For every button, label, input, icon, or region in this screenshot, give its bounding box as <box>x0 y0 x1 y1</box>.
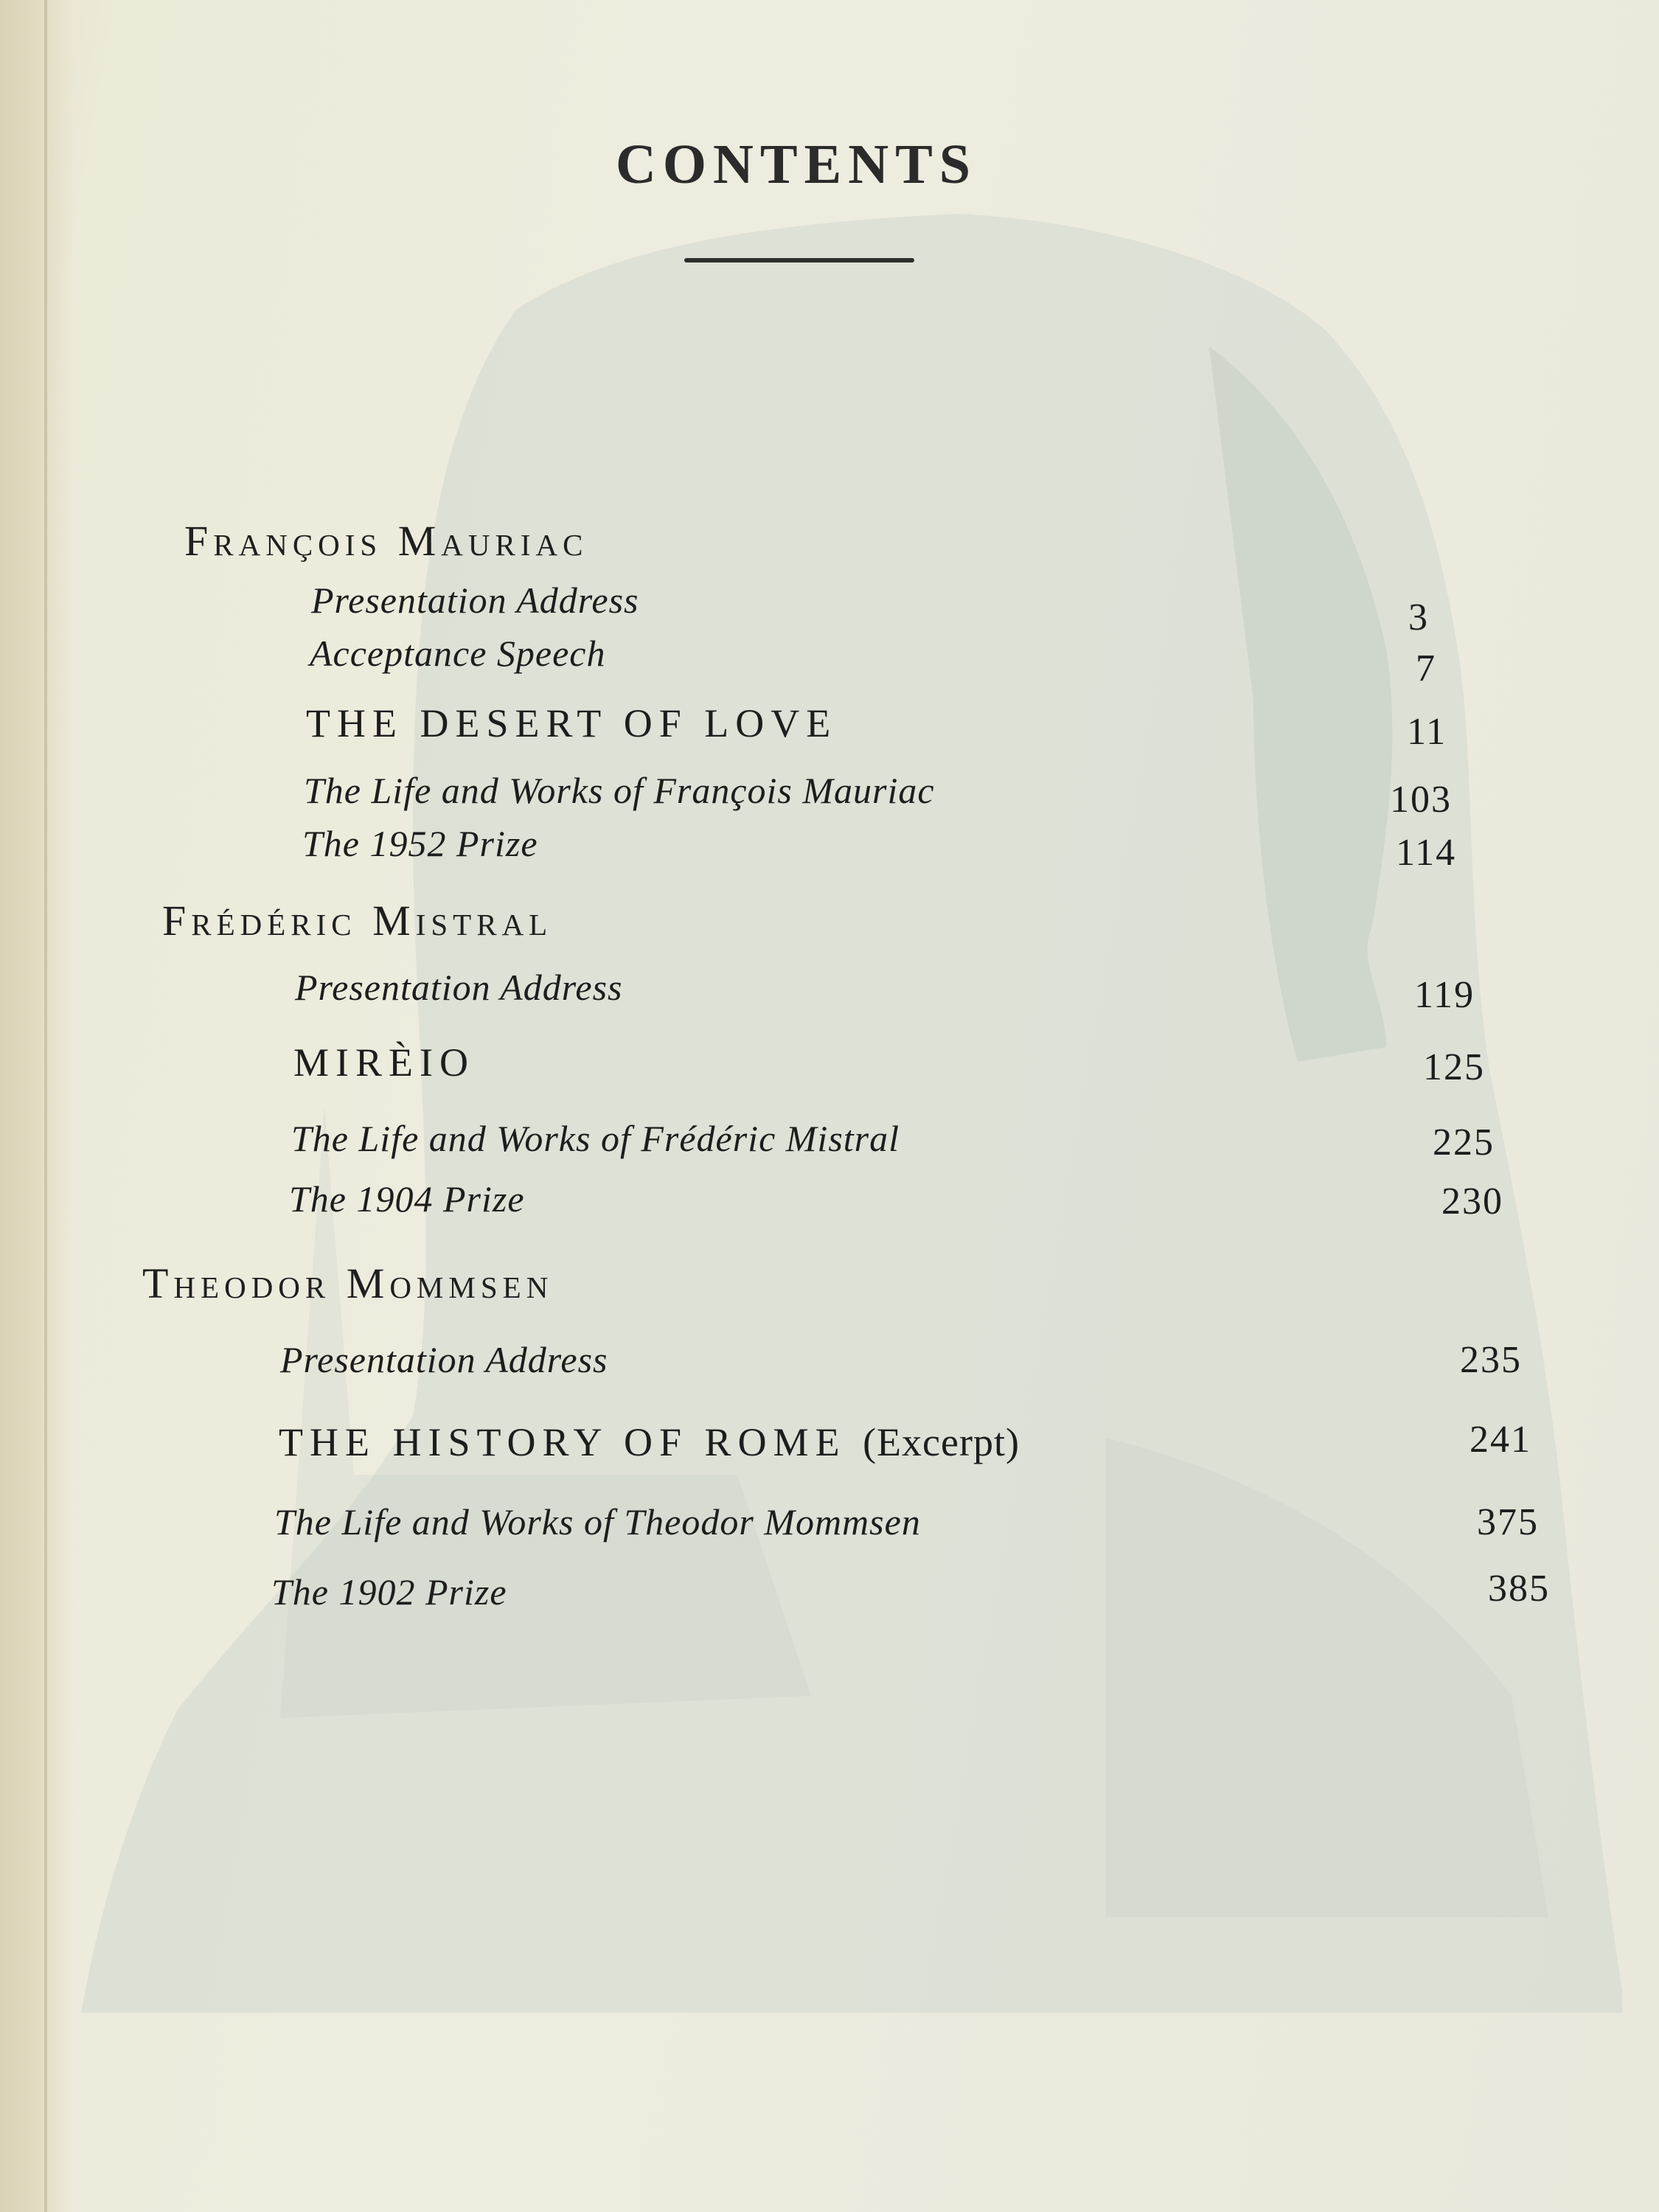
author-heading: François Mauriac <box>184 517 588 565</box>
toc-entry: The 1902 Prize <box>271 1571 507 1613</box>
page-number: 11 <box>1407 711 1447 753</box>
page-number: 114 <box>1396 832 1457 874</box>
toc-entry: Presentation Address <box>280 1339 608 1380</box>
toc-entry: The Life and Works of Frédéric Mistral <box>291 1118 900 1159</box>
toc-entry: MIRÈIO <box>293 1040 475 1085</box>
page-number: 230 <box>1441 1180 1503 1222</box>
toc-entry: Presentation Address <box>311 580 639 621</box>
page-title: CONTENTS <box>615 133 978 195</box>
toc-entry: The Life and Works of Theodor Mommsen <box>274 1501 921 1543</box>
page-number: 125 <box>1423 1046 1485 1088</box>
page-number: 119 <box>1414 974 1475 1016</box>
author-heading: Frédéric Mistral <box>162 897 553 945</box>
page-number: 235 <box>1460 1339 1522 1381</box>
toc-entry: The Life and Works of François Mauriac <box>304 770 935 811</box>
page-number: 385 <box>1488 1568 1550 1610</box>
page-number: 241 <box>1470 1419 1531 1461</box>
toc-entry: The 1952 Prize <box>302 823 538 864</box>
toc-entry <box>279 1419 1020 1465</box>
page-number: 7 <box>1416 647 1436 689</box>
toc-entry: Presentation Address <box>295 967 623 1008</box>
page-number: 103 <box>1390 779 1452 821</box>
toc-entry: Acceptance Speech <box>310 633 606 674</box>
toc-entry: THE DESERT OF LOVE <box>306 701 838 745</box>
toc-entry: The 1904 Prize <box>289 1178 525 1220</box>
author-heading: Theodor Mommsen <box>142 1259 554 1307</box>
page-number: 3 <box>1408 597 1429 639</box>
toc-entry-title: THE HISTORY OF ROME <box>279 1420 846 1464</box>
page-number: 375 <box>1477 1501 1539 1543</box>
toc-entry-note: (Excerpt) <box>863 1420 1020 1464</box>
page-number: 225 <box>1433 1121 1495 1164</box>
